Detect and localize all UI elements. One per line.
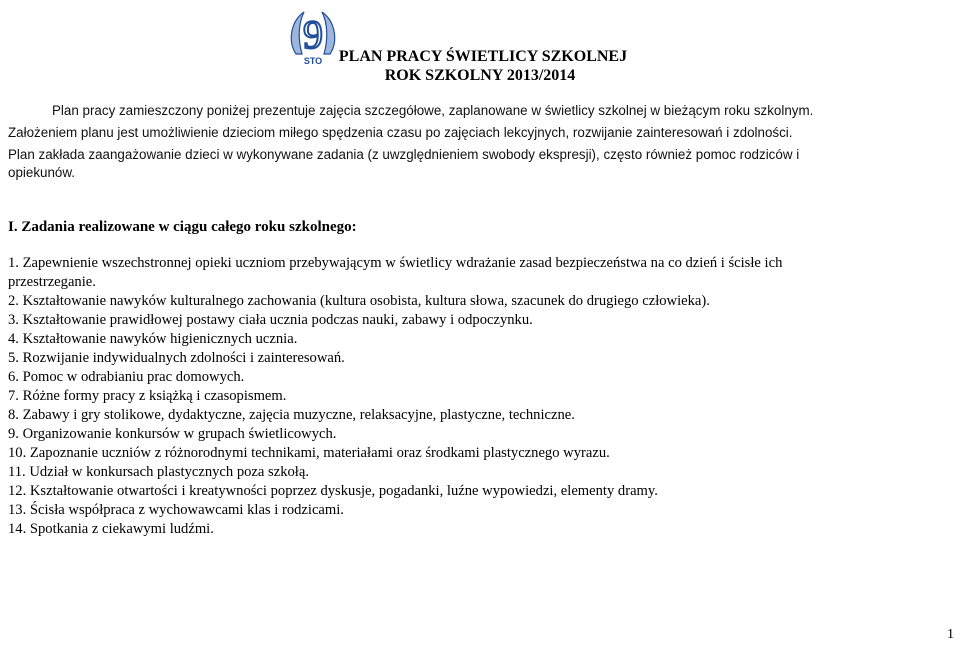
list-item: 9. Organizowanie konkursów w grupach świetlicowych. xyxy=(8,426,337,442)
list-item: 10. Zapoznanie uczniów z różnorodnymi technikami, materiałami oraz środkami plastycznego wyrazu. xyxy=(8,445,610,461)
list-item: 13. Ścisła współpraca z wychowawcami klas i rodzicami. xyxy=(8,502,344,518)
list-item: 3. Kształtowanie prawidłowej postawy ciała ucznia podczas nauki, zabawy i odpoczynku. xyxy=(8,312,533,328)
school-year-title: ROK SZKOLNY 2013/2014 xyxy=(384,67,576,84)
list-item: 2. Kształtowanie nawyków kulturalnego zachowania (kultura osobista, kultura słowa, szacunek do drugiego człowieka). xyxy=(8,293,710,309)
list-item: 14. Spotkania z ciekawymi ludźmi. xyxy=(8,521,214,537)
intro-line-1: Plan pracy zamieszczony poniżej prezentuje zajęcia szczegółowe, zaplanowane w świetlicy szkolnej w bieżącym roku szkolnym. xyxy=(52,103,814,118)
page-number: 1 xyxy=(947,627,954,642)
logo-digit: 9 xyxy=(303,12,323,57)
list-item: 5. Rozwijanie indywidualnych zdolności i zainteresowań. xyxy=(8,350,345,366)
list-item: 8. Zabawy i gry stolikowe, dydaktyczne, zajęcia muzyczne, relaksacyjne, plastyczne, techniczne. xyxy=(8,407,575,423)
list-item: 7. Różne formy pracy z książką i czasopismem. xyxy=(8,388,287,404)
intro-line-2: Założeniem planu jest umożliwienie dzieciom miłego spędzenia czasu po zajęciach lekcyjnych, rozwijanie zainteresowań i zdolności. xyxy=(8,125,793,140)
list-item: przestrzeganie. xyxy=(8,274,96,290)
list-item: 4. Kształtowanie nawyków higienicznych ucznia. xyxy=(8,331,298,347)
intro-line-3: Plan zakłada zaangażowanie dzieci w wykonywane zadania (z uwzględnieniem swobody ekspresji), często również pomoc rodziców i xyxy=(8,147,800,162)
intro-line-4: opiekunów. xyxy=(8,165,76,180)
list-item: 12. Kształtowanie otwartości i kreatywności poprzez dyskusje, pogadanki, luźne wypowiedzi, elementy dramy. xyxy=(8,483,658,499)
list-item: 6. Pomoc w odrabianiu prac domowych. xyxy=(8,369,245,385)
list-item: 1. Zapewnienie wszechstronnej opieki uczniom przebywającym w świetlicy wdrażanie zasad bezpieczeństwa na co dzień i ścisłe ich xyxy=(8,255,783,271)
page-title: PLAN PRACY ŚWIETLICY SZKOLNEJ xyxy=(338,48,628,65)
list-item: 11. Udział w konkursach plastycznych poza szkołą. xyxy=(8,464,309,480)
logo-text: STO xyxy=(303,56,323,66)
section-heading: I. Zadania realizowane w ciągu całego roku szkolnego: xyxy=(8,219,357,235)
